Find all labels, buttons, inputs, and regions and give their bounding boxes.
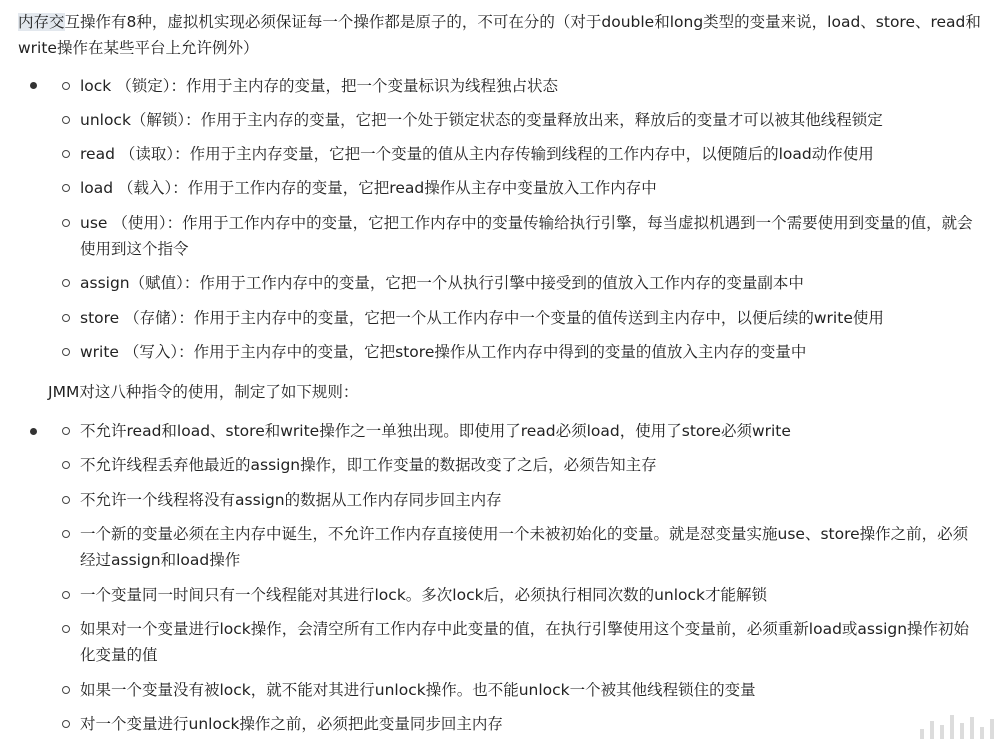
bullet-circle-icon (62, 625, 70, 633)
bullet-circle-icon (62, 427, 70, 435)
intro-text: 互操作有8种，虚拟机实现必须保证每一个操作都是原子的，不可在分的（对于double和long类型的变量来说，load、store、read和write操作在某些平台上允许例外） (18, 13, 981, 57)
bullet-circle-icon (62, 219, 70, 227)
intro-paragraph (18, 9, 993, 61)
bullet-disc-icon (30, 428, 37, 435)
operation-lock: lock （锁定）：作用于主内存的变量，把一个变量标识为线程独占状态 (80, 73, 973, 99)
rule-item: 不允许线程丢弃他最近的assign操作，即工作变量的数据改变了之后，必须告知主存 (80, 452, 973, 478)
bullet-circle-icon (62, 720, 70, 728)
rules-heading: JMM对这八种指令的使用，制定了如下规则： (48, 383, 359, 401)
bullet-disc-icon (30, 82, 37, 89)
bullet-circle-icon (62, 184, 70, 192)
text-selection-highlight[interactable]: 内存交 (18, 13, 65, 31)
operation-assign: assign（赋值）：作用于工作内存中的变量，它把一个从执行引擎中接受到的值放入工作内存的变量副本中 (80, 270, 973, 296)
bullet-circle-icon (62, 116, 70, 124)
bullet-circle-icon (62, 461, 70, 469)
watermark-graphic (920, 715, 994, 739)
bullet-circle-icon (62, 591, 70, 599)
bullet-circle-icon (62, 348, 70, 356)
operation-read: read （读取）：作用于主内存变量，它把一个变量的值从主内存传输到线程的工作内存中，以便随后的load动作使用 (80, 141, 973, 167)
rule-item: 如果一个变量没有被lock，就不能对其进行unlock操作。也不能unlock一个被其他线程锁住的变量 (80, 677, 973, 703)
operation-load: load （载入）：作用于工作内存的变量，它把read操作从主存中变量放入工作内存中 (80, 175, 973, 201)
bullet-circle-icon (62, 150, 70, 158)
rule-item: 不允许read和load、store和write操作之一单独出现。即使用了read必须load，使用了store必须write (80, 418, 973, 444)
bullet-circle-icon (62, 314, 70, 322)
bullet-circle-icon (62, 496, 70, 504)
rule-item: 一个变量同一时间只有一个线程能对其进行lock。多次lock后，必须执行相同次数的unlock才能解锁 (80, 582, 973, 608)
rule-item: 不允许一个线程将没有assign的数据从工作内存同步回主内存 (80, 487, 973, 513)
operation-write: write （写入）：作用于主内存中的变量，它把store操作从工作内存中得到的变量的值放入主内存的变量中 (80, 339, 973, 365)
rule-item: 对一个变量进行unlock操作之前，必须把此变量同步回主内存 (80, 711, 973, 737)
bullet-circle-icon (62, 530, 70, 538)
operation-store: store （存储）：作用于主内存中的变量，它把一个从工作内存中一个变量的值传送到主内存中，以便后续的write使用 (80, 305, 973, 331)
bullet-circle-icon (62, 82, 70, 90)
bullet-circle-icon (62, 279, 70, 287)
operation-use: use （使用）：作用于工作内存中的变量，它把工作内存中的变量传输给执行引擎，每当虚拟机遇到一个需要使用到变量的值，就会使用到这个指令 (80, 210, 973, 262)
operation-unlock: unlock（解锁）：作用于主内存的变量，它把一个处于锁定状态的变量释放出来，释放后的变量才可以被其他线程锁定 (80, 107, 973, 133)
rule-item: 一个新的变量必须在主内存中诞生，不允许工作内存直接使用一个未被初始化的变量。就是怼变量实施use、store操作之前，必须经过assign和load操作 (80, 521, 973, 573)
rule-item: 如果对一个变量进行lock操作，会清空所有工作内存中此变量的值，在执行引擎使用这个变量前，必须重新load或assign操作初始化变量的值 (80, 616, 973, 668)
bullet-circle-icon (62, 686, 70, 694)
